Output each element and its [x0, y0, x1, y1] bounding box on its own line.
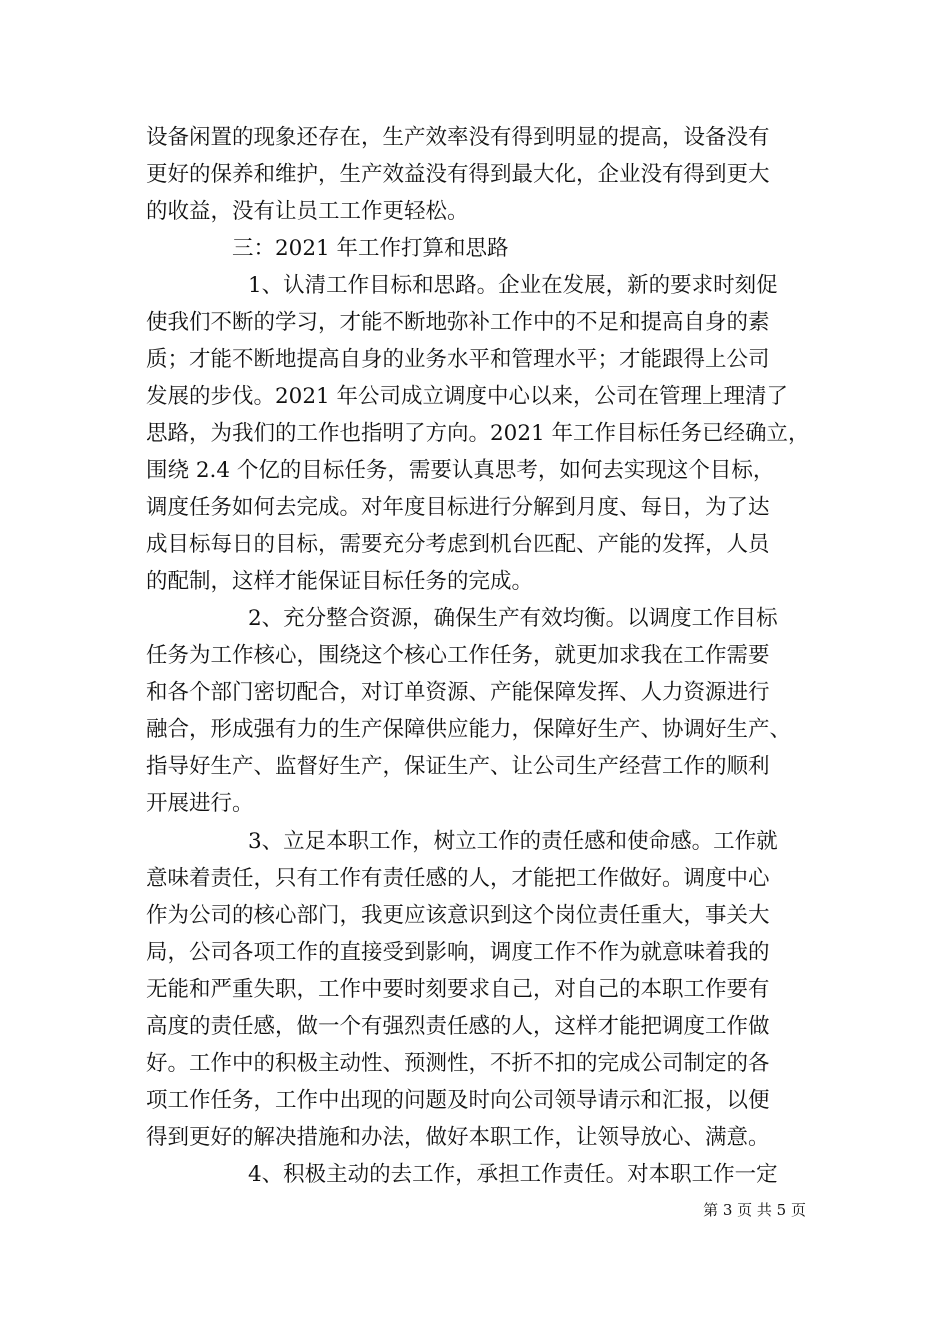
paragraph-line: 更好的保养和维护，生产效益没有得到最大化，企业没有得到更大	[146, 162, 770, 187]
paragraph-line: 思路，为我们的工作也指明了方向。2021 年工作目标任务已经确立，	[146, 421, 810, 446]
paragraph-line: 指导好生产、监督好生产，保证生产、让公司生产经营工作的顺利	[146, 754, 770, 779]
paragraph-line: 好。工作中的积极主动性、预测性，不折不扣的完成公司制定的各	[146, 1051, 770, 1076]
paragraph-line: 发展的步伐。2021 年公司成立调度中心以来，公司在管理上理清了	[146, 384, 789, 409]
paragraph-line: 成目标每日的目标，需要充分考虑到机台匹配、产能的发挥，人员	[146, 532, 770, 557]
paragraph-line: 局，公司各项工作的直接受到影响，调度工作不作为就意味着我的	[146, 940, 770, 965]
section-heading: 三：2021 年工作打算和思路	[232, 236, 509, 261]
paragraph-line: 融合，形成强有力的生产保障供应能力，保障好生产、协调好生产、	[146, 717, 792, 742]
paragraph-line: 任务为工作核心，围绕这个核心工作任务，就更加求我在工作需要	[146, 643, 770, 668]
paragraph-line: 和各个部门密切配合，对订单资源、产能保障发挥、人力资源进行	[146, 680, 770, 705]
paragraph-line: 2、充分整合资源，确保生产有效均衡。以调度工作目标	[248, 606, 778, 631]
page-number-footer: 第 3 页 共 5 页	[703, 1201, 806, 1219]
paragraph-line: 无能和严重失职，工作中要时刻要求自己，对自己的本职工作要有	[146, 977, 770, 1002]
paragraph-line: 调度任务如何去完成。对年度目标进行分解到月度、每日，为了达	[146, 495, 770, 520]
paragraph-line: 使我们不断的学习，才能不断地弥补工作中的不足和提高自身的素	[146, 310, 770, 335]
paragraph-line: 作为公司的核心部门，我更应该意识到这个岗位责任重大，事关大	[146, 903, 770, 928]
paragraph-line: 的配制，这样才能保证目标任务的完成。	[146, 569, 534, 594]
paragraph-line: 3、立足本职工作，树立工作的责任感和使命感。工作就	[248, 829, 778, 854]
paragraph-line: 质；才能不断地提高自身的业务水平和管理水平；才能跟得上公司	[146, 347, 770, 372]
paragraph-line: 的收益，没有让员工工作更轻松。	[146, 199, 469, 224]
paragraph-line: 项工作任务，工作中出现的问题及时向公司领导请示和汇报，以便	[146, 1088, 770, 1113]
paragraph-line: 1、认清工作目标和思路。企业在发展，新的要求时刻促	[248, 273, 778, 298]
paragraph-line: 设备闲置的现象还存在，生产效率没有得到明显的提高，设备没有	[146, 125, 770, 150]
paragraph-line: 开展进行。	[146, 791, 254, 816]
paragraph-line: 高度的责任感，做一个有强烈责任感的人，这样才能把调度工作做	[146, 1014, 770, 1039]
paragraph-line: 意味着责任，只有工作有责任感的人，才能把工作做好。调度中心	[146, 866, 770, 891]
paragraph-line: 得到更好的解决措施和办法，做好本职工作，让领导放心、满意。	[146, 1125, 770, 1150]
paragraph-line: 围绕 2.4 个亿的目标任务，需要认真思考，如何去实现这个目标，	[146, 458, 775, 483]
paragraph-line: 4、积极主动的去工作，承担工作责任。对本职工作一定	[248, 1162, 778, 1187]
